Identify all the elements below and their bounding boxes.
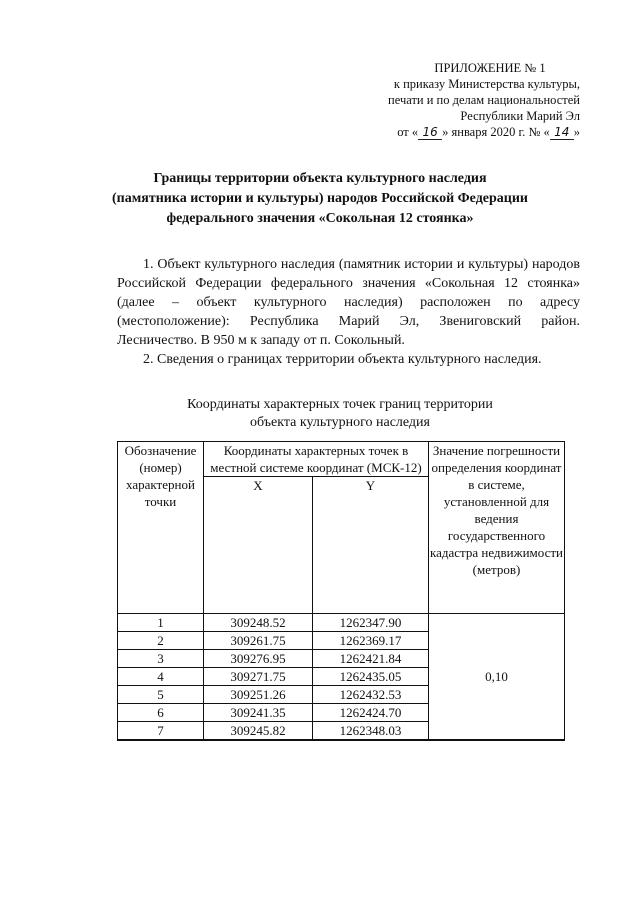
- header-y: Y: [313, 477, 429, 614]
- table-row: [118, 614, 565, 632]
- point-number: 3: [118, 650, 204, 668]
- point-number: 2: [118, 632, 204, 650]
- y-value: 1262421.84: [313, 650, 429, 668]
- x-value: 309276.95: [204, 650, 313, 668]
- order-reference-line-1: к приказу Министерства культуры,: [393, 77, 580, 91]
- y-value: 1262435.05: [313, 668, 429, 686]
- title-line-3: федерального значения «Сокольная 12 стоянка»: [166, 211, 474, 226]
- error-value: 0,10: [429, 614, 565, 741]
- point-number: 4: [118, 668, 204, 686]
- appendix-number: ПРИЛОЖЕНИЕ № 1: [434, 61, 546, 75]
- point-number: 1: [118, 614, 204, 632]
- header-x: X: [204, 477, 313, 614]
- point-number: 7: [118, 722, 204, 741]
- date-prefix: от «: [397, 125, 419, 139]
- x-value: 309241.35: [204, 704, 313, 722]
- y-value: 1262432.53: [313, 686, 429, 704]
- header-error: Значение погрешности определения координат в системе, установленной для ведения государственного кадастра недвижимости (метров): [429, 442, 565, 614]
- x-value: 309261.75: [204, 632, 313, 650]
- table-caption-line-2: объекта культурного наследия: [250, 415, 430, 430]
- title-line-2: (памятника истории и культуры) народов Российской Федерации: [112, 191, 528, 206]
- handwritten-order-number: 14: [550, 126, 574, 140]
- date-suffix: »: [573, 125, 580, 139]
- appendix-header: [340, 60, 580, 140]
- point-number: 6: [118, 704, 204, 722]
- y-value: 1262347.90: [313, 614, 429, 632]
- point-number: 5: [118, 686, 204, 704]
- order-reference-line-2: печати и по делам национальностей: [388, 93, 580, 107]
- header-point-number: Обозначение (номер) характерной точки: [118, 442, 204, 614]
- header-coordinates: Координаты характерных точек в местной системе координат (МСК-12): [204, 442, 429, 477]
- table-caption: [120, 396, 560, 432]
- x-value: 309248.52: [204, 614, 313, 632]
- order-reference-line-3: Республики Марий Эл: [460, 109, 580, 123]
- document-title: [60, 169, 580, 229]
- table-caption-line-1: Координаты характерных точек границ территории: [187, 397, 493, 412]
- paragraph-2: 2. Сведения о границах территории объекта культурного наследия.: [143, 352, 542, 367]
- title-line-1: Границы территории объекта культурного наследия: [153, 171, 487, 186]
- handwritten-day: 16: [418, 126, 442, 140]
- x-value: 309245.82: [204, 722, 313, 741]
- x-value: 309251.26: [204, 686, 313, 704]
- document-body: [117, 255, 580, 369]
- y-value: 1262348.03: [313, 722, 429, 741]
- y-value: 1262369.17: [313, 632, 429, 650]
- date-middle: » января 2020 г. № «: [442, 125, 550, 139]
- x-value: 309271.75: [204, 668, 313, 686]
- y-value: 1262424.70: [313, 704, 429, 722]
- order-date-line: [340, 124, 580, 140]
- coordinates-table: [117, 441, 565, 741]
- paragraph-1: 1. Объект культурного наследия (памятник истории и культуры) народов Российской Федерации федерального значения «Сокольная 12 стоянка» (далее – объект культурного наследия) расположен по адресу (местоположение): Республика Марий Эл, Звениговский район. Лесничество. В 950 м к западу от п. Сокольный.: [117, 257, 580, 348]
